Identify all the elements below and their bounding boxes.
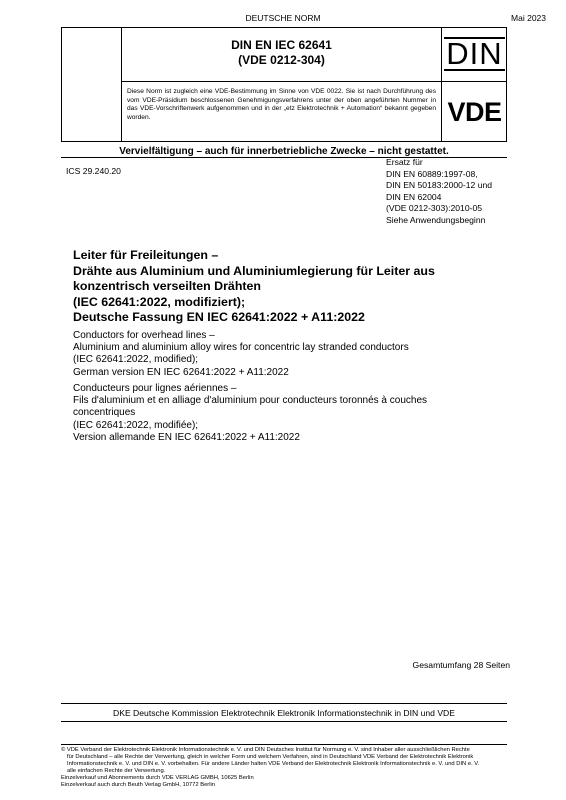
sales-line: Einzelverkauf auch durch Beuth Verlag GmbH, 10772 Berlin xyxy=(61,782,216,789)
copyright-line: © VDE Verband der Elektrotechnik Elektronik Informationstechnik e. V. und DIN Deutsches Institut für Normung e. V. sind Inhaber aller ausschließlichen Rechte xyxy=(61,747,470,753)
german-title xyxy=(73,248,513,326)
total-pages: Gesamtumfang 28 Seiten xyxy=(412,660,510,670)
french-title-line: Fils d'aluminium et en alliage d'aluminium pour conducteurs toronnés à couches xyxy=(73,395,428,407)
replacement-line: DIN EN 50183:2000-12 und xyxy=(386,180,493,190)
french-title-line: Version allemande EN IEC 62641:2022 + A11:2022 xyxy=(73,431,300,443)
vde-logo: VDE xyxy=(447,96,502,127)
replacement-line: DIN EN 62004 xyxy=(386,191,442,202)
german-title-line: Deutsche Fassung EN IEC 62641:2022 + A11:2022 xyxy=(73,310,365,324)
german-title-line: (IEC 62641:2022, modifiziert); xyxy=(73,294,246,309)
copyright-notice xyxy=(61,747,521,790)
reproduction-notice: Vervielfältigung – auch für innerbetriebliche Zwecke – nicht gestattet. xyxy=(119,146,449,157)
french-title-line: (IEC 62641:2022, modifiée); xyxy=(73,419,199,431)
english-title-line: German version EN IEC 62641:2022 + A11:2022 xyxy=(73,366,289,378)
german-title-line: konzentrisch verseilten Drähten xyxy=(73,279,261,293)
english-title-line: Aluminium and aluminium alloy wires for concentric lay stranded conductors xyxy=(73,342,409,354)
english-title-line: Conductors for overhead lines – xyxy=(73,330,215,341)
german-title-line: Drähte aus Aluminium und Aluminiumlegierung für Leiter aus xyxy=(73,263,435,278)
replacement-line: Siehe Anwendungsbeginn xyxy=(386,214,486,225)
document-type: DEUTSCHE NORM xyxy=(245,13,321,23)
replacement-line: (VDE 0212-303):2010-05 xyxy=(386,203,483,213)
standard-number: DIN EN IEC 62641 xyxy=(231,38,332,52)
footer-divider xyxy=(61,744,507,745)
replacement-line: DIN EN 60889:1997-08, xyxy=(386,168,478,179)
english-title-line: (IEC 62641:2022, modified); xyxy=(73,354,199,366)
dke-line: DKE Deutsche Kommission Elektrotechnik Elektronik Informationstechnik in DIN und VDE xyxy=(113,708,455,718)
vde-classification: (VDE 0212-304) xyxy=(238,53,325,67)
standard-title-block xyxy=(122,38,441,68)
ics-code: ICS 29.240.20 xyxy=(66,166,121,176)
dke-divider-bottom xyxy=(61,721,507,722)
french-title xyxy=(73,383,513,444)
din-logo: DIN xyxy=(446,36,503,71)
dke-divider-top xyxy=(61,703,507,704)
vde-logo-container xyxy=(442,82,507,142)
french-title-line: concentriques xyxy=(73,407,136,419)
english-title xyxy=(73,330,513,379)
publication-date: Mai 2023 xyxy=(511,13,546,23)
sales-line: Einzelverkauf und Abonnements durch VDE VERLAG GMBH, 10625 Berlin xyxy=(61,775,254,782)
din-logo-container xyxy=(442,27,507,81)
german-title-line: Leiter für Freileitungen – xyxy=(73,248,219,262)
copyright-line: alle einfachen Rechte der Verwertung. xyxy=(67,768,166,775)
vde-approval-note: Diese Norm ist zugleich eine VDE-Bestimmung im Sinne von VDE 0022. Sie ist nach Durchführung des vom VDE-Präsidium beschlossenen Genehmigungsverfahrens unter der oben angeführten Nummer in das VDE-Vorschriftenwerk aufgenommen und in der „etz Elektrotechnik + Automation“ bekannt gegeben worden. xyxy=(127,88,436,121)
replacement-info xyxy=(386,157,506,226)
copyright-line: für Deutschland – alle Rechte der Verwertung, gleich in welcher Form und welchem Verfahren, sind in Deutschland VDE Verband der Elektrotechnik Elektronik xyxy=(67,754,474,761)
replacement-line: Ersatz für xyxy=(386,157,423,167)
french-title-line: Conducteurs pour lignes aériennes – xyxy=(73,383,237,394)
copyright-line: Informationstechnik e. V. und DIN e. V. vorbehalten. Für andere Länder halten VDE Verband der Elektrotechnik Elektronik Informationstechnik e. V. und DIN e. V. xyxy=(67,761,480,768)
